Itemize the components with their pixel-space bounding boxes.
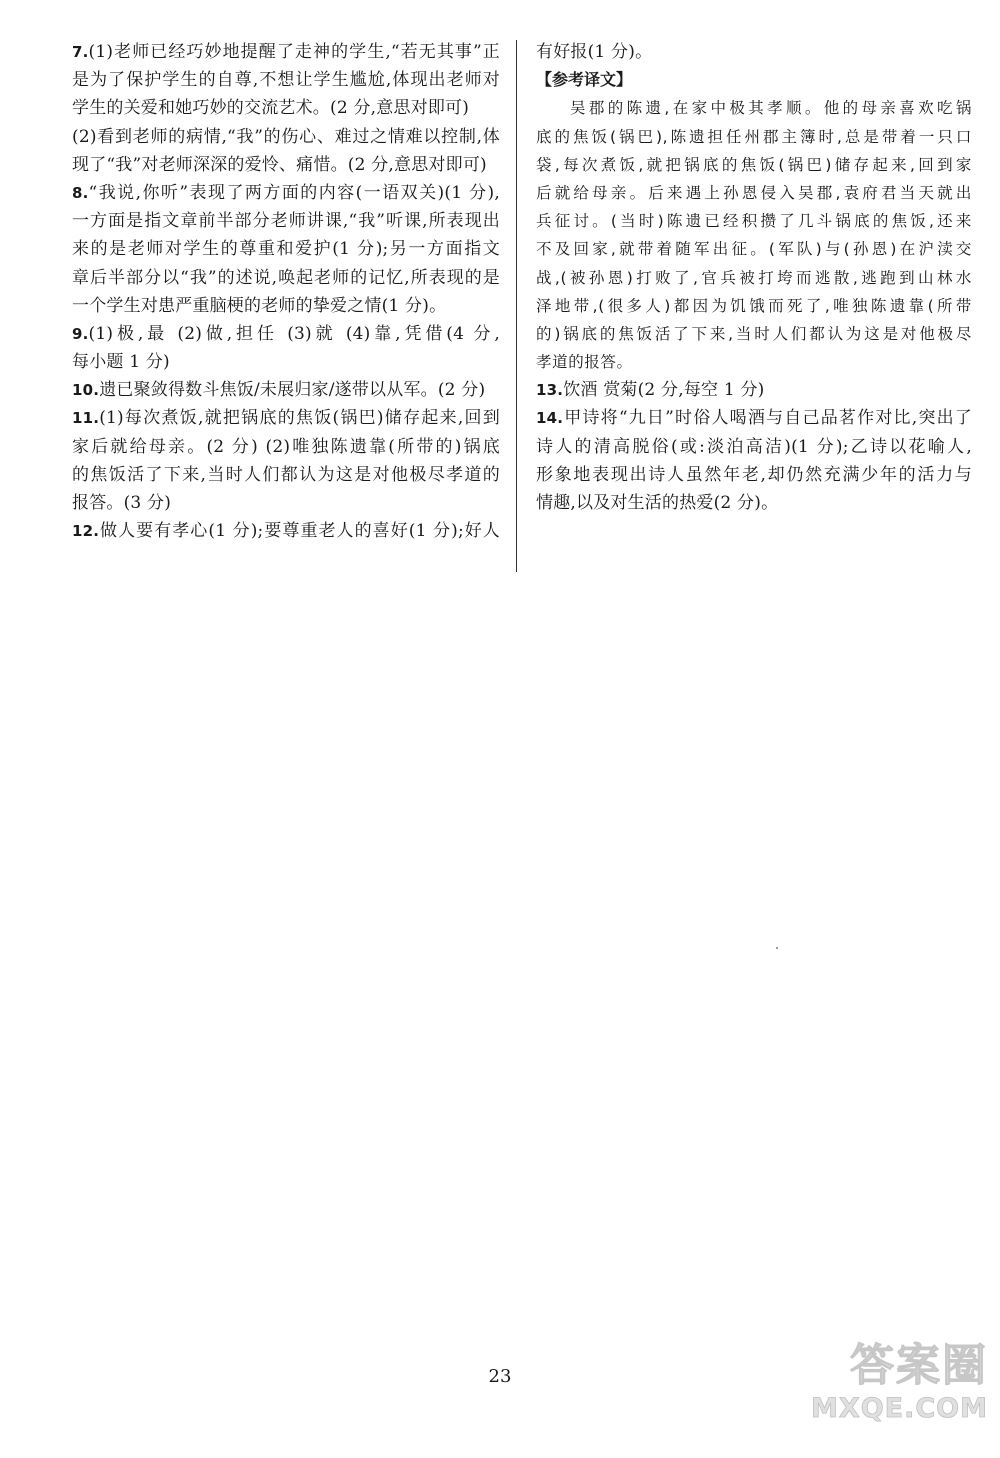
answer-14-line-1: 14.甲诗将“九日”时俗人喝酒与自己品茗作对比,突出了 <box>536 408 972 429</box>
translation-line: 战,(被孙恩)打败了,官兵被打垮而逃散,逃跑到山林水 <box>536 268 972 287</box>
answer-13-line-1: 13.饮酒 赏菊(2 分,每空 1 分) <box>536 380 765 401</box>
left-column <box>72 38 500 545</box>
answer-14-line-3: 形象地表现出诗人虽然年老,却仍然充满少年的活力与 <box>536 464 972 485</box>
translation-line: 孝道的报答。 <box>536 353 633 372</box>
translation-heading: 【参考译文】 <box>536 70 633 90</box>
translation-line: 的)锅底的焦饭活了下来,当时人们都认为这是对他极尽 <box>536 324 972 343</box>
answer-14-line-2: 诗人的清高脱俗(或:淡泊高洁)(1 分);乙诗以花喻人, <box>536 436 972 457</box>
answer-9-line-1: 9.(1)极,最 (2)做,担任 (3)就 (4)靠,凭借(4 分, <box>72 323 500 344</box>
answer-8-line-2: 一方面是指文章前半部分老师讲课,“我”听课,所表现出 <box>72 211 500 232</box>
question-number: 12. <box>72 522 100 541</box>
question-number: 14. <box>536 409 564 428</box>
translation-line: 后就给母亲。后来遇上孙恩侵入吴郡,袁府君当天就出 <box>536 183 972 202</box>
question-number: 11. <box>72 409 100 428</box>
answer-10-line-1: 10.遗已聚敛得数斗焦饭/未展归家/遂带以从军。(2 分) <box>72 380 486 401</box>
translation-line: 泽地带,(很多人)都因为饥饿而死了,唯独陈遗靠(所带 <box>536 296 972 315</box>
answer-7-line-4: (2)看到老师的病情,“我”的伤心、难过之情难以控制,体 <box>72 126 500 147</box>
answer-12-continuation: 有好报(1 分)。 <box>536 42 653 62</box>
answer-12-line-1: 12.做人要有孝心(1 分);要尊重老人的喜好(1 分);好人 <box>72 521 500 542</box>
answer-8-line-4: 章后半部分以“我”的述说,唤起老师的记忆,所表现的是 <box>72 267 500 288</box>
answer-8-line-3: 来的是老师对学生的尊重和爱护(1 分);另一方面指文 <box>72 239 500 260</box>
answer-11-line-4: 报答。(3 分) <box>72 493 172 513</box>
question-number: 13. <box>536 381 564 400</box>
answer-7-line-1: 7.(1)老师已经巧妙地提醒了走神的学生,“若无其事”正 <box>72 42 500 62</box>
speck-mark <box>776 947 778 949</box>
translation-line: 不及回家,就带着随军出征。(军队)与(孙恩)在沪渎交 <box>536 240 972 259</box>
answer-7-line-3: 学生的关爱和她巧妙的交流艺术。(2 分,意思对即可) <box>72 98 470 119</box>
right-column <box>536 38 972 517</box>
question-number: 8. <box>72 183 89 202</box>
answer-7-line-2: 是为了保护学生的自尊,不想让学生尴尬,体现出老师对 <box>72 70 500 91</box>
question-number: 10. <box>72 381 100 400</box>
watermark-url-text: MXQE.COM <box>811 1393 988 1424</box>
answer-14-line-4: 情趣,以及对生活的热爱(2 分)。 <box>536 493 779 513</box>
translation-line: 袋,每次煮饭,就把锅底的焦饭(锅巴)储存起来,回到家 <box>536 155 972 174</box>
watermark-logo-text: 答案圈 <box>850 1340 988 1391</box>
answer-8-line-1: 8.“我说,你听”表现了两方面的内容(一语双关)(1 分), <box>72 182 500 203</box>
answer-8-line-5: 一个学生对患严重脑梗的老师的挚爱之情(1 分)。 <box>72 295 447 316</box>
translation-line: 兵征讨。(当时)陈遗已经积攒了几斗锅底的焦饭,还来 <box>536 212 972 231</box>
answer-11-line-2: 家后就给母亲。(2 分) (2)唯独陈遗靠(所带的)锅底 <box>72 436 500 457</box>
question-number: 9. <box>72 324 89 343</box>
translation-block <box>536 94 972 376</box>
translation-line: 吴郡的陈遗,在家中极其孝顺。他的母亲喜欢吃锅 <box>570 99 972 118</box>
page-number: 23 <box>488 1366 512 1387</box>
answer-9-line-2: 每小题 1 分) <box>72 352 170 373</box>
question-number: 7. <box>72 43 89 61</box>
translation-line: 底的焦饭(锅巴),陈遗担任州郡主簿时,总是带着一只口 <box>536 127 972 146</box>
column-divider <box>516 40 517 572</box>
answer-11-line-3: 的焦饭活了下来,当时人们都认为这是对他极尽孝道的 <box>72 464 500 485</box>
watermark-logo <box>798 1340 988 1440</box>
answer-11-line-1: 11.(1)每次煮饭,就把锅底的焦饭(锅巴)储存起来,回到 <box>72 408 500 429</box>
answer-7-line-5: 现了“我”对老师深深的爱怜、痛惜。(2 分,意思对即可) <box>72 154 487 175</box>
